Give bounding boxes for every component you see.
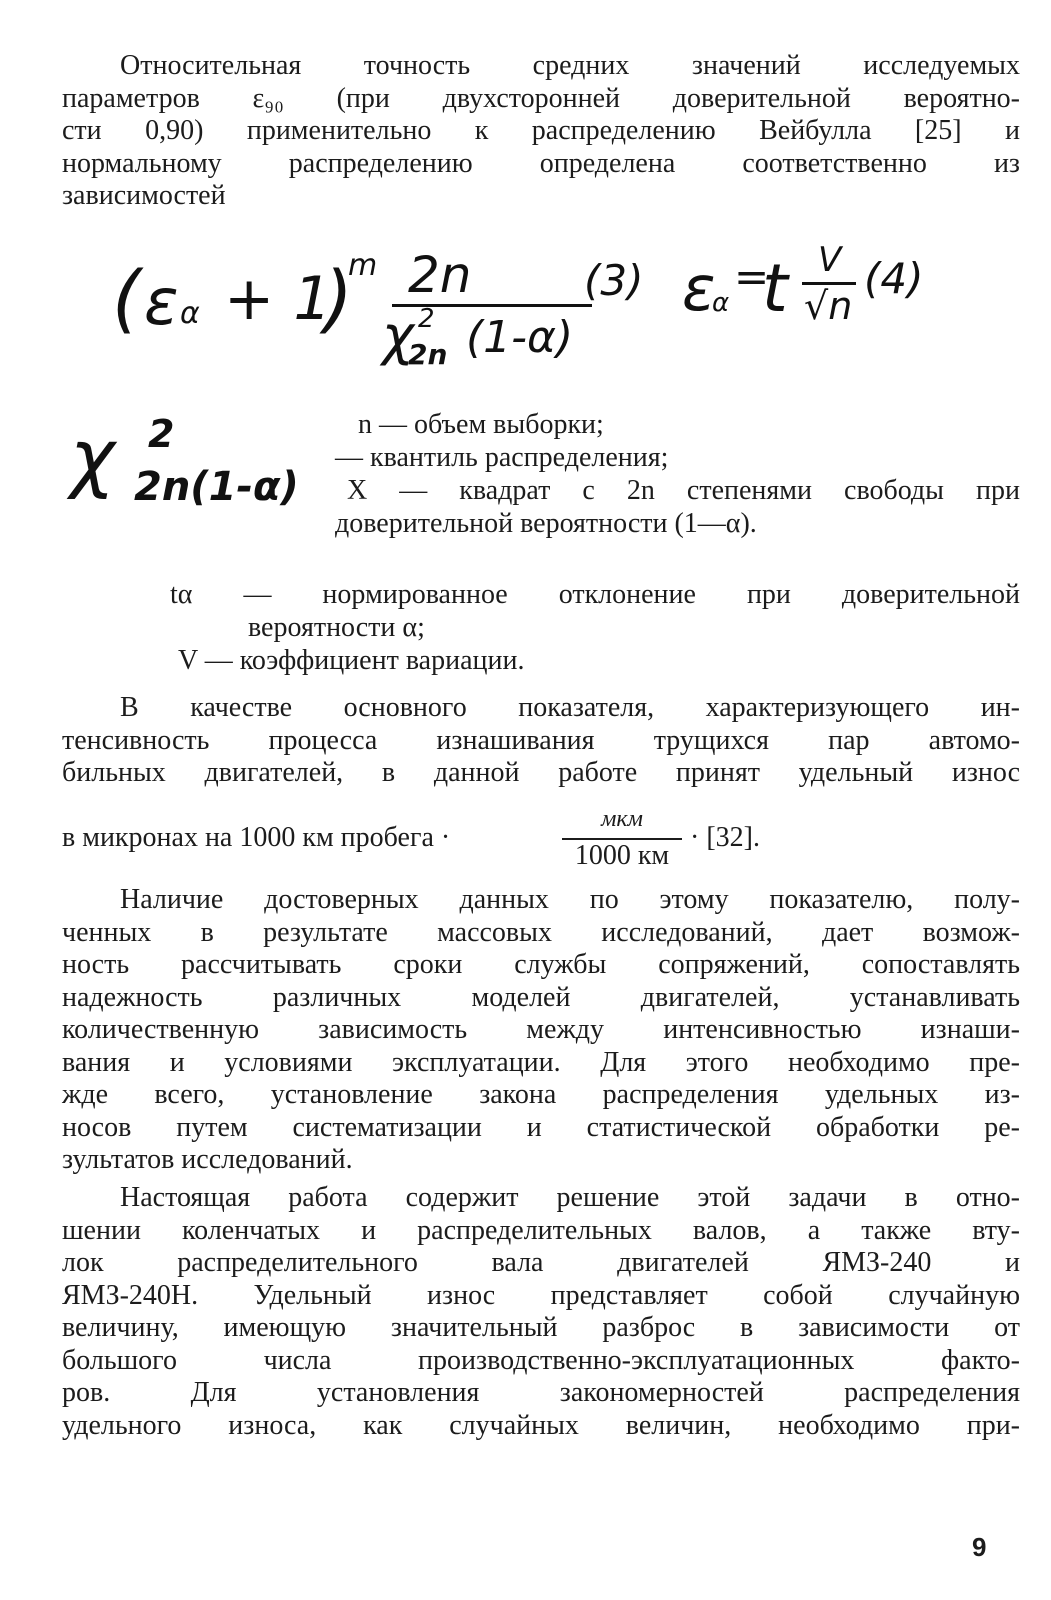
text-line: удельного износа, как случайных величин, необходимо при- [62,1409,1020,1441]
paragraph-indicator [62,692,1020,790]
formula-3-open-paren: ( [112,256,141,342]
formula-3-chi-sub: 2n [408,338,448,371]
formula-3-numerator: 2n [408,246,472,304]
text-line: шении коленчатых и распределительных валов, а также вту- [62,1214,1020,1246]
text-line: зависимостей [62,180,226,211]
text-line: параметров ε₉₀ (при двухсторонней доверительной вероятно- [62,82,1020,114]
formula-3-epsilon: ε [144,266,179,340]
unit-line-text: в микронах на 1000 км пробега · [62,822,451,853]
text-line: ность рассчитывать сроки службы сопряжений, сопоставлять [62,949,1020,980]
formula-3-close-paren: ) [324,256,353,342]
paragraph-data-reliability [62,884,1020,1177]
text-line: вания и условиями эксплуатации. Для этого необходимо пре- [62,1046,1020,1078]
formula-4-denominator: √n [804,284,853,328]
formula-4-numerator: V [818,240,842,280]
page-number: 9 [972,1532,987,1562]
text-line: сти 0,90) применительно к распределению Вейбулла [25] и [62,115,1020,146]
text-line: зультатов исследований. [62,1144,353,1175]
text-line: тенсивность процесса изнашивания трущихся пар автомо- [62,724,1020,756]
text-line: величину, имеющую значительный разброс в зависимости от [62,1312,1020,1343]
text-line: носов путем систематизации и статистической обработки ре- [62,1111,1020,1143]
text-line: лок распределительного вала двигателей ЯМЗ-240 и [62,1247,1020,1278]
text-line: бильных двигателей, в данной работе принят удельный износ [62,757,1020,788]
paragraph-intro [62,50,1020,213]
chi-label-sup: 2 [148,412,175,456]
text-line: количественную зависимость между интенсивностью изнаши- [62,1014,1020,1045]
text-line: Настоящая работа содержит решение этой задачи в отно- [120,1182,1020,1213]
definition-line: вероятности α; [248,612,425,643]
formula-3-chi: χ [382,304,414,367]
definition-line: Χ — квадрат с 2n степенями свободы при [347,475,1020,506]
formula-4-tag: (4) [864,254,924,303]
text-line: ров. Для установления закономерностей распределения [62,1377,1020,1408]
definitions-block-2 [170,578,1020,677]
formula-4-epsilon: ε [682,252,716,325]
text-line: жде всего, установление закона распределения удельных из- [62,1079,1020,1110]
text-line: В качестве основного показателя, характеризующего ин- [120,692,1020,723]
text-line: большого числа производственно-эксплуатационных факто- [62,1344,1020,1376]
formula-3-chi-sup: 2 [418,304,435,334]
paragraph-present-work [62,1182,1020,1442]
definition-line: — квантиль распределения; [335,442,669,473]
formula-3-exponent: m [348,248,378,283]
text-line: Относительная точность средних значений исследуемых [120,50,1020,81]
definition-line: n — объем выборки; [358,409,604,440]
text-line: надежность различных моделей двигателей, устанавливать [62,981,1020,1013]
unit-definition-line [62,806,1020,872]
unit-denominator: 1000 км [574,840,670,871]
formula-3-argument: (1-α) [466,312,574,363]
chi-label-symbol: χ [70,412,115,501]
definition-line: V — коэффициент вариации. [178,645,525,676]
text-line: ЯМЗ-240Н. Удельный износ представляет собой случайную [62,1279,1020,1311]
formula-4-equals: = [734,252,770,301]
definitions-block [335,408,1020,540]
formula-3-plus-one: + 1 [224,264,332,334]
text-line: нормальному распределению определена соответственно из [62,147,1020,179]
handwritten-formulas [112,240,972,382]
text-line: ченных в результате массовых исследований, дает возмож- [62,916,1020,948]
unit-line-reference: · [32]. [690,822,760,853]
formula-4-alpha: α [712,288,730,318]
unit-numerator: мкм [601,806,643,832]
formula-4-t: t [762,250,788,327]
chi-label-sub: 2n(1-α) [134,464,299,510]
definition-line: tα — нормированное отклонение при доверительной [170,579,1020,610]
formula-3-alpha: α [180,296,200,331]
formula-3-tag: (3) [584,256,644,305]
definition-line: доверительной вероятности (1—α). [335,508,757,539]
text-line: Наличие достоверных данных по этому показателю, полу- [120,884,1020,915]
